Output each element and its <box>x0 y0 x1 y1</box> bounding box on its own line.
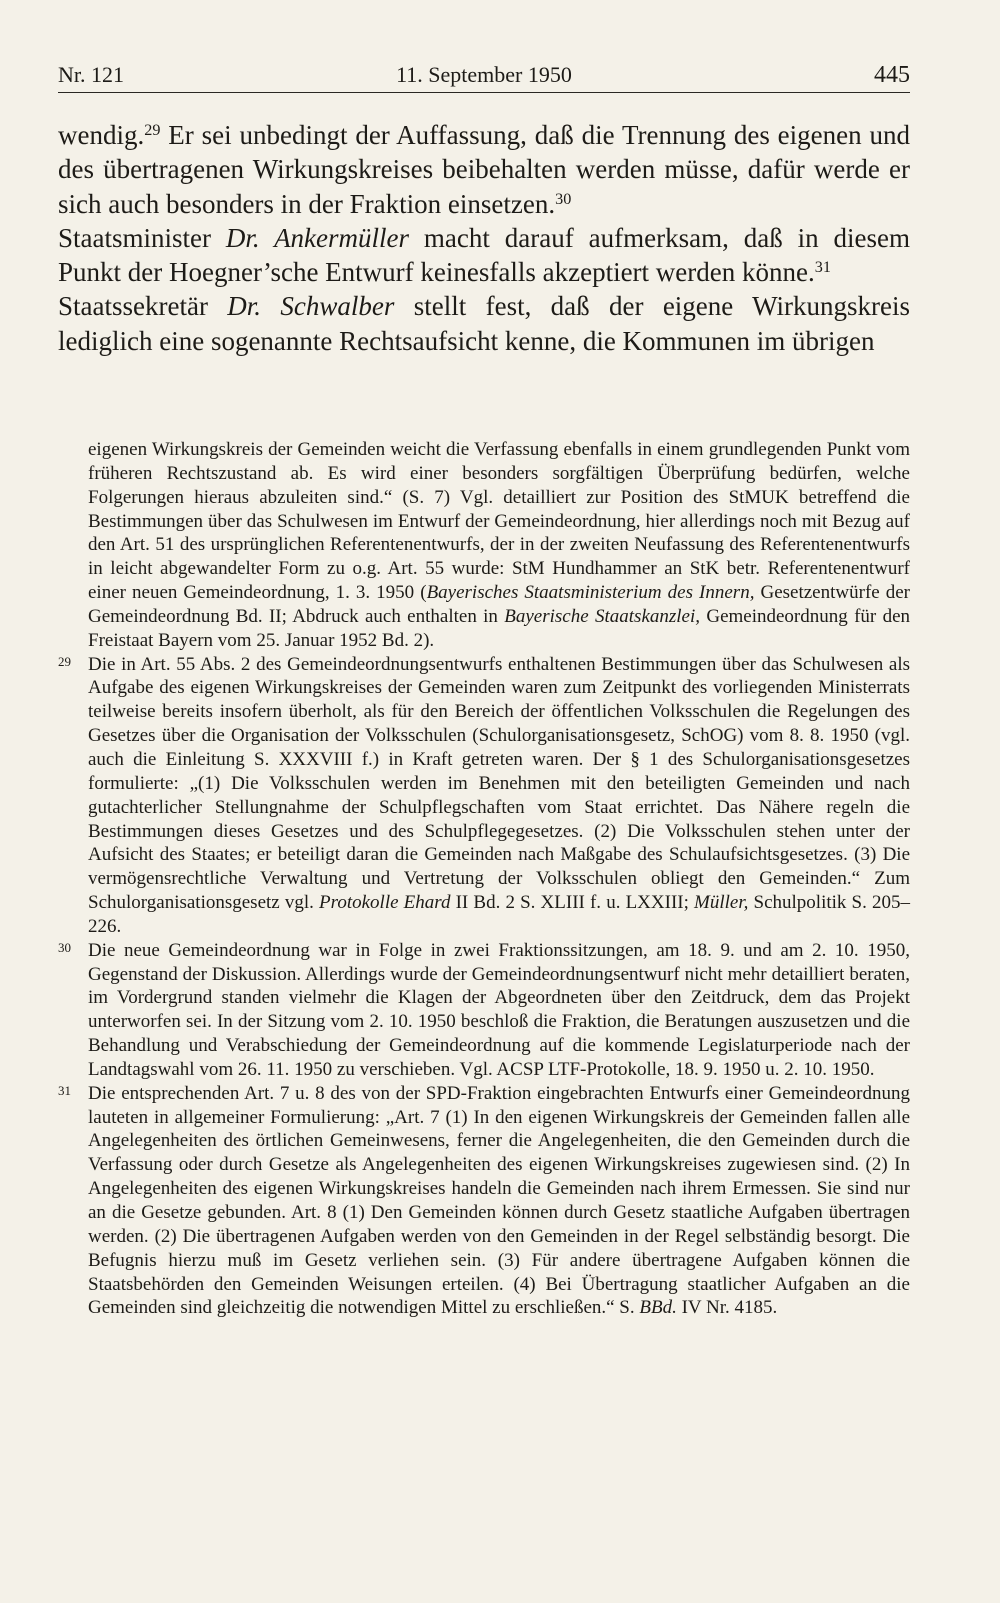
paragraph-3-start: Staatssekretär <box>58 291 228 322</box>
footnote-text: Schulpolitik S. 205–226. <box>88 892 911 937</box>
main-text <box>58 118 910 358</box>
paragraph-3 <box>58 289 910 358</box>
paragraph-1 <box>58 118 910 221</box>
citation-title: Bayerische Staatskanzlei, <box>504 605 701 627</box>
footnote-text: Gemeindeordnung für den Freistaat Bayern vom 25. Januar 1952 Bd. 2). <box>88 605 910 651</box>
footnote-text: Die in Art. 55 Abs. 2 des Gemeindeordnungsentwurfs enthaltenen Bestimmungen über das Schulwesen als Aufgabe des eigenen Wirkungskreises der Gemeinden waren zum Zeitpunkt des vorliegenden Ministerrats teilweise bereits insofern überholt, als für den Bereich der öffentlichen Volksschulen die Regelungen des Gesetzes über die Organisation der Volksschulen (Schulorganisationsgesetz, SchOG) vom 8. 8. 1950 (vgl. auch die Einleitung S. XXXVIII f.) in Kraft getreten waren. Der § 1 des Schulorganisationsgesetzes formulierte: „(1) Die Volksschulen werden im Benehmen mit den beteiligten Gemeinden und nach gutachterlicher Stellungnahme der Schulpflegschaften vom Staat errichtet. Das Nähere regeln die Bestimmungen dieses Gesetzes und des Schulpflegegesetzes. (2) Die Volksschulen stehen unter der Aufsicht des Staates; er beteiligt daran die Gemeinden nach Maßgabe des Schulaufsichtsgesetzes. (3) Die vermögensrechtliche Verwaltung und Vertretung der Volksschulen obliegt den Gemeinden.“ Zum Schulorganisationsgesetz vgl. <box>88 653 910 914</box>
footnotes <box>58 438 910 1320</box>
footnote-text: II Bd. 2 S. XLIII f. u. LXXIII; <box>450 892 695 914</box>
footnote-31 <box>58 1082 910 1320</box>
citation-title: Bayerisches Staatsministerium des Innern, <box>426 582 755 604</box>
footnote-text: Die neue Gemeindeordnung war in Folge in zwei Fraktionssitzungen, am 18. 9. und am 2. 10. 1950, Gegenstand der Diskussion. Allerdings wurde der Gemeindeordnungsentwurf nicht mehr detailliert beraten, im Vordergrund standen vielmehr die Klagen der Abgeordneten über den Zeitdruck, dem das Projekt unterworfen sei. In der Sitzung vom 2. 10. 1950 beschloß die Fraktion, die Beratungen auszusetzen und die Behandlung und Verabschiedung der Gemeindeordnung auf die kommende Legislaturperiode nach der Landtagswahl vom 26. 11. 1950 zu verschieben. Vgl. ACSP LTF-Protokolle, 18. 9. 1950 u. 2. 10. 1950. <box>88 939 910 1080</box>
running-header <box>58 58 910 93</box>
paragraph-2 <box>58 221 910 290</box>
paragraph-3-text: stellt fest, daß der eigene Wirkungskreis lediglich eine sogenannte Rechtsaufsicht kenne, die Kommunen im übrigen <box>58 291 911 356</box>
speaker-name: Dr. Schwalber <box>227 291 395 322</box>
footnote-number: 29 <box>58 653 71 669</box>
footnote-text: Gesetzentwürfe der Gemeindeordnung Bd. II; Abdruck auch enthalten in <box>88 582 911 627</box>
footnote-number: 30 <box>58 939 71 955</box>
citation-title: BBd. <box>639 1297 677 1319</box>
footnote-ref-30: 30 <box>555 189 572 208</box>
footnote-ref-29: 29 <box>144 121 161 140</box>
footnote-number: 31 <box>58 1082 71 1098</box>
citation-title: Protokolle Ehard <box>319 892 451 914</box>
paragraph-2-text: macht darauf aufmerksam, daß in diesem Punkt der Hoegner’sche Entwurf keinesfalls akzeptiert werden könne. <box>58 222 910 288</box>
citation-author: Müller, <box>694 892 749 914</box>
footnote-29 <box>58 653 910 939</box>
footnote-text: eigenen Wirkungskreis der Gemeinden weicht die Verfassung ebenfalls in einem grundlegenden Punkt vom früheren Rechtszustand ab. Es wird einer besonders sorgfältigen Überprüfung bedürfen, welche Folgerungen hieraus abzuleiten sind.“ (S. 7) Vgl. detailliert zur Position des StMUK betreffend die Bestimmungen über das Schulwesen im Entwurf der Gemeindeordnung, hier allerdings noch mit Bezug auf den Art. 51 des ursprünglichen Referentenentwurfs, der in der zweiten Neufassung des Referentenentwurfs in leicht abgewandelter Form zu o.g. Art. 55 wurde: StM Hundhammer an StK betr. Referentenentwurf einer neuen Gemeindeordnung, 1. 3. 1950 ( <box>88 439 910 604</box>
footnote-text: Die entsprechenden Art. 7 u. 8 des von der SPD-Fraktion eingebrachten Entwurfs einer Gemeindeordnung lauteten in allgemeiner Formulierung: „Art. 7 (1) In den eigenen Wirkungskreis der Gemeinden fallen alle Angelegenheiten des örtlichen Gemeinwesens, ferner die Angelegenheiten, die den Gemeinden durch die Verfassung oder durch Gesetze als Angelegenheiten des eigenen Wirkungskreises zugewiesen sind. (2) In Angelegenheiten des eigenen Wirkungskreises handeln die Gemeinden nach ihrem Ermessen. Sie sind nur an die Gesetze gebunden. Art. 8 (1) Den Gemeinden können durch Gesetz staatliche Aufgaben übertragen werden. (2) Die übertragenen Aufgaben werden von den Gemeinden in der Regel selbständig besorgt. Die Befugnis hierzu muß im Gesetz verliehen sein. (3) Für andere übertragene Aufgaben können die Staatsbehörden den Gemeinden Weisungen erteilen. (4) Bei Übertragung staatlicher Aufgaben an die Gemeinden sind gleichzeitig die notwendigen Mittel zu erschließen.“ S. <box>88 1082 910 1319</box>
footnote-continuation <box>58 438 910 653</box>
paragraph-1-text: Er sei unbedingt der Auffassung, daß die Trennung des eigenen und des übertragenen Wirkungskreises beibehalten werden müsse, dafür werde er sich auch besonders in der Fraktion einsetzen. <box>58 120 910 219</box>
footnote-text: IV Nr. 4185. <box>676 1297 778 1319</box>
header-document-number: Nr. 121 <box>58 62 124 87</box>
footnote-ref-31: 31 <box>814 258 831 277</box>
speaker-name: Dr. Ankermüller <box>225 222 410 253</box>
footnote-30 <box>58 939 910 1082</box>
paragraph-2-start: Staatsminister <box>58 222 226 253</box>
paragraph-1-start: wendig. <box>58 120 145 150</box>
header-date: 11. September 1950 <box>396 62 572 87</box>
page-number: 445 <box>874 62 910 88</box>
